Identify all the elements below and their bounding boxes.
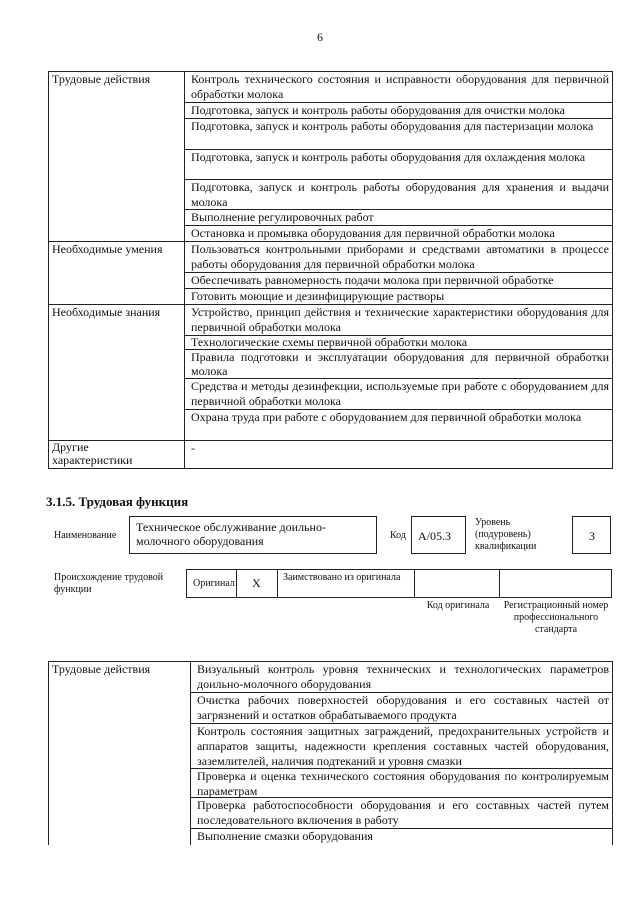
knowledge-item: Технологические схемы первичной обработки молока: [191, 335, 468, 349]
knowledge-item: Устройство, принцип действия и технические характеристики оборудования для первичной обработки молока: [191, 305, 609, 334]
labor-action-item: Проверка и оценка технического состояния оборудования по контролируемым параметрам: [197, 769, 609, 798]
row-label-skills: Необходимые умения: [52, 242, 163, 256]
labor-action-item: Контроль технического состояния и исправности оборудования для первичной обработки молока: [191, 72, 609, 101]
code-label: Код: [390, 530, 406, 541]
skill-item: Обеспечивать равномерность подачи молока при первичной обработке: [191, 273, 554, 287]
row-label-other: Другие характеристики: [52, 441, 133, 467]
labor-action-item: Выполнение смазки оборудования: [197, 829, 373, 843]
labor-action-item: Проверка работоспособности оборудования и его составных частей путем последовательного включения в работу: [197, 798, 609, 827]
skill-item: Пользоваться контрольными приборами и средствами автоматики в процессе работы оборудования для первичной обработки молока: [191, 242, 609, 271]
labor-action-item: Остановка и промывка оборудования для первичной обработки молока: [191, 226, 555, 240]
knowledge-item: Средства и методы дезинфекции, используемые при работе с оборудованием для первичной обработки молока: [191, 379, 609, 408]
labor-action-item: Выполнение регулировочных работ: [191, 210, 374, 224]
origin-label: Происхождение трудовой функции: [54, 572, 164, 595]
qualification-level-label: Уровень (подуровень) квалификации: [475, 517, 537, 552]
code-box: [411, 516, 466, 554]
labor-action-item: Подготовка, запуск и контроль работы оборудования для хранения и выдачи молока: [191, 180, 609, 209]
level-box: [572, 516, 611, 554]
page-number: 6: [317, 30, 323, 44]
knowledge-item: Охрана труда при работе с оборудованием для первичной обработки молока: [191, 410, 582, 424]
labor-action-item: Очистка рабочих поверхностей оборудования и его составных частей от загрязнений и остатков обрабатываемого продукта: [197, 693, 609, 722]
section-heading: 3.1.5. Трудовая функция: [46, 494, 189, 509]
skill-item: Готовить моющие и дезинфицирующие растворы: [191, 289, 445, 303]
knowledge-item: Правила подготовки и эксплуатации оборудования для первичной обработки молока: [191, 350, 609, 378]
level-value: 3: [589, 529, 595, 543]
function-name-box: [129, 516, 377, 554]
original-label: Оригинал: [193, 578, 235, 589]
labor-action-item: Визуальный контроль уровня технических и технологических параметров доильно-молочного оборудования: [197, 662, 609, 691]
reg-number-label: Регистрационный номер профессионального стандарта: [503, 600, 609, 635]
row-label-labor-actions: Трудовые действия: [52, 662, 151, 676]
row-label-labor-actions: Трудовые действия: [52, 72, 151, 86]
name-label: Наименование: [54, 530, 117, 541]
labor-action-item: Контроль состояния защитных заграждений, предохранительных устройств и аппаратов защиты, надежности крепления составных частей оборудования, заземлителей, наличия подтеканий и уровня смазки: [197, 724, 609, 768]
labor-action-item: Подготовка, запуск и контроль работы оборудования для очистки молока: [191, 103, 565, 117]
borrowed-label: Заимствовано из оригинала: [283, 572, 401, 583]
labor-action-item: Подготовка, запуск и контроль работы оборудования для охлаждения молока: [191, 150, 586, 164]
row-label-knowledge: Необходимые знания: [52, 305, 161, 319]
function-name-value: Техническое обслуживание доильно-молочного оборудования: [136, 520, 326, 548]
code-original-label: Код оригинала: [426, 600, 490, 611]
original-mark: X: [252, 576, 261, 590]
other-characteristics-value: -: [191, 441, 195, 455]
labor-action-item: Подготовка, запуск и контроль работы оборудования для пастеризации молока: [191, 119, 594, 133]
code-value: A/05.3: [418, 529, 451, 543]
